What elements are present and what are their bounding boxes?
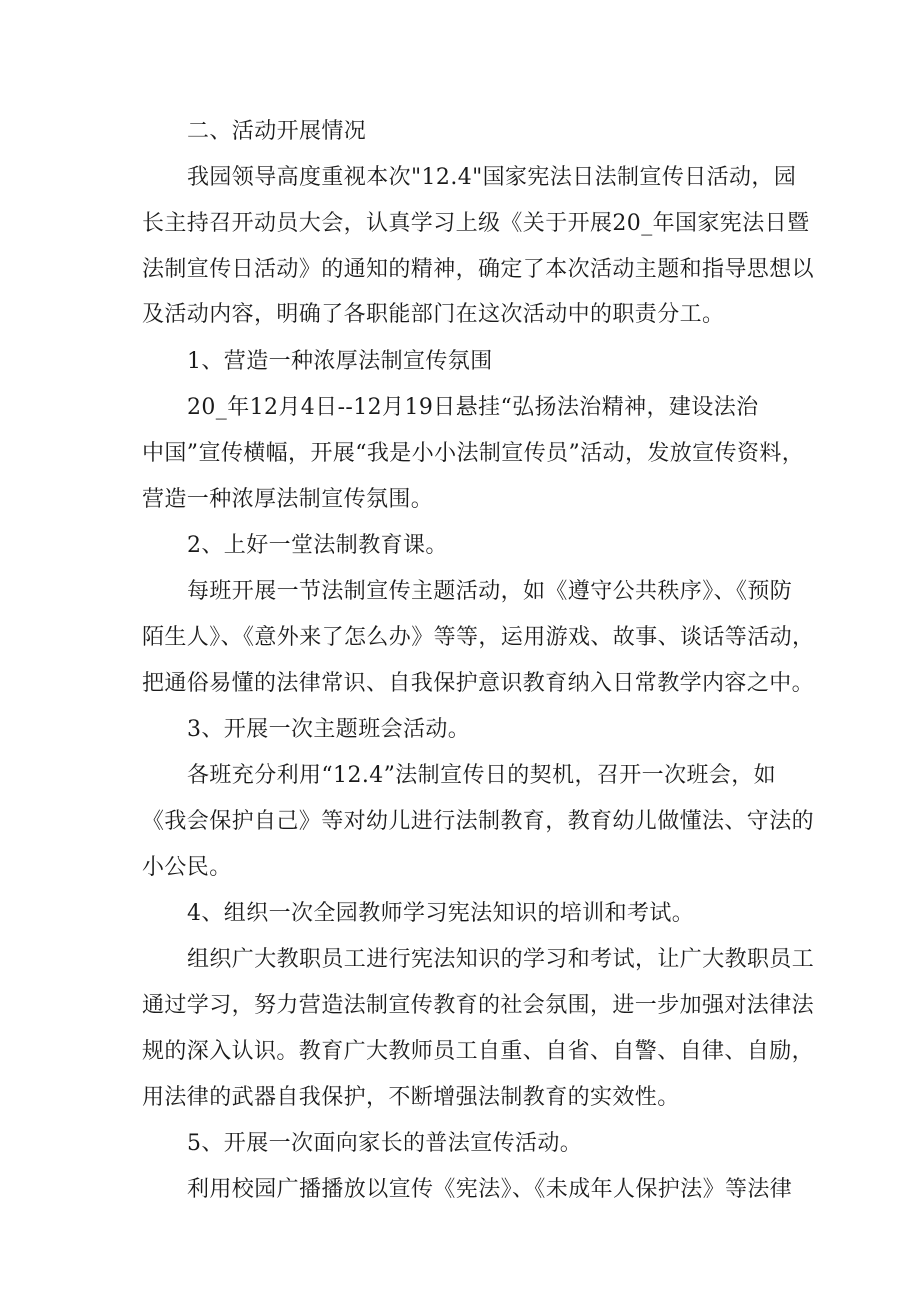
paragraph-line: 用法律的武器自我保护，不断增强法制教育的实效性。 <box>142 1085 680 1110</box>
paragraph-line: 规的深入认识。教育广大教师员工自重、自省、自警、自律、自励， <box>142 1039 815 1064</box>
paragraph-line: 我园领导高度重视本次"12.4"国家宪法日法制宣传日活动，园 <box>187 165 797 190</box>
subsection-heading: 3、开展一次主题班会活动。 <box>187 717 471 742</box>
paragraph-line: 各班充分利用“12.4”法制宣传日的契机，召开一次班会，如 <box>187 763 777 788</box>
subsection-heading: 5、开展一次面向家长的普法宣传活动。 <box>187 1131 583 1156</box>
paragraph-line: 营造一种浓厚法制宣传氛围。 <box>142 487 434 512</box>
paragraph-line: 及活动内容，明确了各职能部门在这次活动中的职责分工。 <box>142 302 725 327</box>
paragraph-line: 组织广大教职员工进行宪法知识的学习和考试，让广大教职员工 <box>187 947 815 972</box>
section-heading: 二、活动开展情况 <box>187 119 367 144</box>
paragraph-line: 中国”宣传横幅，开展“我是小小法制宣传员”活动，发放宣传资料， <box>142 441 805 466</box>
paragraph-line: 把通俗易懂的法律常识、自我保护意识教育纳入日常教学内容之中。 <box>142 671 815 696</box>
subsection-heading: 1、营造一种浓厚法制宣传氛围 <box>187 349 493 374</box>
paragraph-line: 20_年12月4日--12月19日悬挂“弘扬法治精神，建设法治 <box>187 395 759 420</box>
paragraph-line: 每班开展一节法制宣传主题活动，如《遵守公共秩序》、《预防 <box>187 579 793 604</box>
subsection-heading: 4、组织一次全园教师学习宪法知识的培训和考试。 <box>187 901 695 926</box>
paragraph-line: 《我会保护自己》等对幼儿进行法制教育，教育幼儿做懂法、守法的 <box>142 809 815 834</box>
paragraph-line: 利用校园广播播放以宣传《宪法》、《未成年人保护法》等法律 <box>187 1177 793 1202</box>
paragraph-line: 法制宣传日活动》的通知的精神，确定了本次活动主题和指导思想以 <box>142 257 815 282</box>
paragraph-line: 通过学习，努力营造法制宣传教育的社会氛围，进一步加强对法律法 <box>142 993 815 1018</box>
paragraph-line: 小公民。 <box>142 855 232 880</box>
paragraph-line: 陌生人》、《意外来了怎么办》等等，运用游戏、故事、谈话等活动， <box>142 625 815 650</box>
subsection-heading: 2、上好一堂法制教育课。 <box>187 533 448 558</box>
paragraph-line: 长主持召开动员大会，认真学习上级《关于开展20_年国家宪法日暨 <box>142 211 810 236</box>
